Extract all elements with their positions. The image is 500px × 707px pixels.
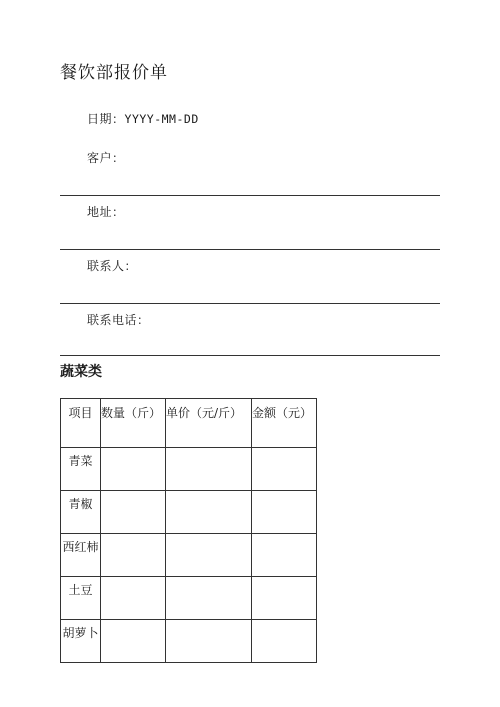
quantity-cell[interactable] [101, 448, 166, 491]
phone-label: 联系电话： [87, 313, 150, 327]
date-label: 日期： [87, 112, 125, 126]
header-amount: 金额（元） [252, 399, 317, 448]
table-row [61, 577, 317, 620]
phone-field [87, 311, 150, 328]
item-cell: 青椒 [61, 491, 101, 534]
table-header-row [61, 399, 317, 448]
quote-table [60, 398, 317, 663]
contact-label: 联系人： [87, 259, 138, 273]
header-unit-price: 单价（元/斤） [166, 399, 252, 448]
unit-price-cell[interactable] [166, 577, 252, 620]
contact-field [87, 257, 137, 274]
address-line[interactable] [60, 249, 440, 250]
amount-cell[interactable] [252, 534, 317, 577]
date-field [87, 110, 199, 127]
quantity-cell[interactable] [101, 491, 166, 534]
header-item: 项目 [61, 399, 101, 448]
contact-line[interactable] [60, 303, 440, 304]
unit-price-cell[interactable] [166, 620, 252, 663]
unit-price-cell[interactable] [166, 534, 252, 577]
date-value[interactable]: YYYY-MM-DD [124, 112, 199, 126]
amount-cell[interactable] [252, 577, 317, 620]
header-quantity: 数量（斤） [101, 399, 166, 448]
customer-field [87, 149, 125, 166]
amount-cell[interactable] [252, 620, 317, 663]
quantity-cell[interactable] [101, 534, 166, 577]
quantity-cell[interactable] [101, 620, 166, 663]
item-cell: 西红柿 [61, 534, 101, 577]
customer-line[interactable] [60, 195, 440, 196]
table-row [61, 491, 317, 534]
phone-line[interactable] [60, 355, 440, 356]
page-title: 餐饮部报价单 [60, 63, 168, 83]
amount-cell[interactable] [252, 448, 317, 491]
address-label: 地址： [87, 205, 125, 219]
item-cell: 土豆 [61, 577, 101, 620]
unit-price-cell[interactable] [166, 448, 252, 491]
address-field [87, 203, 125, 220]
table-row [61, 620, 317, 663]
item-cell: 青菜 [61, 448, 101, 491]
section-title: 蔬菜类 [60, 364, 102, 380]
unit-price-cell[interactable] [166, 491, 252, 534]
item-cell: 胡萝卜 [61, 620, 101, 663]
quantity-cell[interactable] [101, 577, 166, 620]
table-row [61, 534, 317, 577]
amount-cell[interactable] [252, 491, 317, 534]
customer-label: 客户： [87, 151, 125, 165]
table-row [61, 448, 317, 491]
